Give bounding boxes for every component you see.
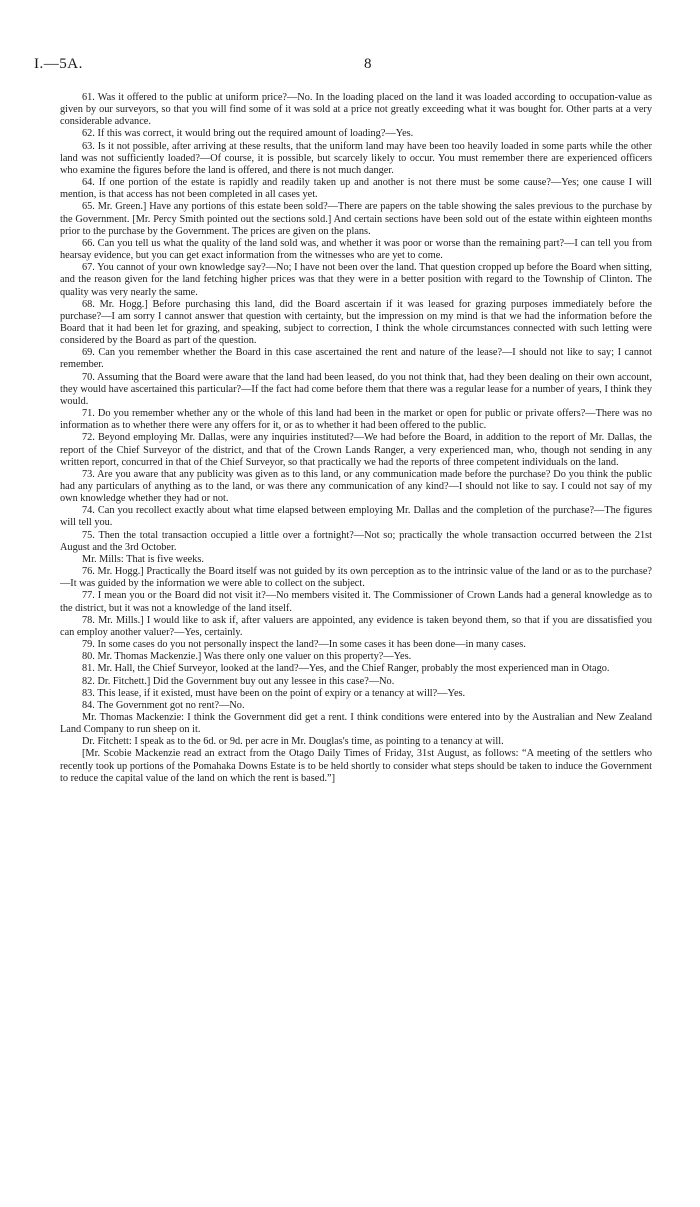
paragraph-84: 84. The Government got no rent?—No.: [82, 699, 245, 711]
remark-mr-thomas-mackenzie: Mr. Thomas Mackenzie: I think the Government did get a rent. I think conditions were entered into by the Australian and New Zealand Land Company to run sheep on it.: [60, 711, 652, 736]
paragraph-82: 82. Dr. Fitchett.] Did the Government buy out any lessee in this case?—No.: [82, 675, 395, 687]
paragraph-83: 83. This lease, if it existed, must have been on the point of expiry or a tenancy at will?—Yes.: [82, 687, 466, 699]
paragraph-73: 73. Are you aware that any publicity was given as to this land, or any communication made before the purchase? Do you think the public had any particulars of anything as to the land, or was there any communication of any kind?—I should not like to say. I could not say of my own knowledge whether they had or not.: [60, 468, 652, 505]
paragraph-68: 68. Mr. Hogg.] Before purchasing this land, did the Board ascertain if it was leased for grazing purposes immediately before the purchase?—I am sorry I cannot answer that question with certainty, but the impression on my mind is that we had the information before the Board that it had been let for grazing, and speaking, subject to correction, I think the whole circumstances connected with such letting were considered by the Board as part of the question.: [60, 298, 652, 347]
paragraph-80: 80. Mr. Thomas Mackenzie.] Was there only one valuer on this property?—Yes.: [82, 651, 412, 663]
paragraph-65: 65. Mr. Green.] Have any portions of this estate been sold?—There are papers on the table showing the sales previous to the purchase by the Government. [Mr. Percy Smith pointed out the sections sold.] And certain sections have been sold out of the estate within eighteen months prior to the purchase by the Government. The prices are given on the plans.: [60, 201, 652, 237]
page-header: [24, 56, 676, 80]
evidence-body: [60, 92, 652, 785]
page-number: 8: [364, 56, 372, 72]
paragraph-69: 69. Can you remember whether the Board in this case ascertained the rent and nature of the lease?—I should not like to say; I cannot remember.: [60, 347, 652, 371]
paragraph-79: 79. In some cases do you not personally inspect the land?—In some cases it has been done—in many cases.: [82, 639, 526, 651]
paragraph-70: 70. Assuming that the Board were aware that the land had been leased, do you not think that, had they been dealing on their own account, they would have ascertained this particular?—If the fact had come before them that there was a regular lease for a number of years, I think they would.: [60, 371, 652, 407]
paragraph-76: 76. Mr. Hogg.] Practically the Board itself was not guided by its own perception as to the intrinsic value of the land or as to the purchase?—It was guided by the information we were able to collect on the subject.: [60, 566, 652, 590]
remark-mr-mills: Mr. Mills: That is five weeks.: [82, 553, 204, 565]
paragraph-74: 74. Can you recollect exactly about what time elapsed between employing Mr. Dallas and the completion of the purchase?—The figures will tell you.: [60, 505, 652, 529]
paragraph-71: 71. Do you remember whether any or the whole of this land had been in the market or open for public or private offers?—There was no information as to whether there were any offers for it, or as to whether it had been offered to the public.: [60, 408, 652, 432]
paper-code: I.—5A.: [34, 56, 83, 72]
paragraph-63: 63. Is it not possible, after arriving at these results, that the uniform land may have been too heavily loaded in some parts while the other land was not sufficiently loaded?—Of course, it is possible, but scarcely likely to occur. You must remember there are experienced officers who examine the figures before the land is offered, and there is not much danger.: [60, 140, 652, 176]
paragraph-77: 77. I mean you or the Board did not visit it?—No members visited it. The Commissioner of Crown Lands had a general knowledge as to the district, but it was not a knowledge of the land itself.: [60, 590, 652, 614]
paragraph-67: 67. You cannot of your own knowledge say?—No; I have not been over the land. That question cropped up before the Board when sitting, and the reason given for the land fetching higher prices was that they were in a better position with regard to the Township of Clinton. The quality was very nearly the same.: [60, 262, 652, 298]
paragraph-72: 72. Beyond employing Mr. Dallas, were any inquiries instituted?—We had before the Board, in addition to the report of Mr. Dallas, the report of the Chief Surveyor of the district, and that of the Crown Lands Ranger, a very experienced man, who, though not sending in any written report, concurred in that of the Chief Surveyor, so that practically we had the reports of three competent individuals on the land.: [60, 432, 652, 468]
paragraph-75: 75. Then the total transaction occupied a little over a fortnight?—Not so; practically the whole transaction occurred between the 21st August and the 3rd October.: [60, 529, 652, 553]
extract-otago-daily-times: [Mr. Scobie Mackenzie read an extract from the Otago Daily Times of Friday, 31st August, as follows: “A meeting of the settlers who recently took up portions of the Pomahaka Downs Estate is to be held shortly to consider what steps should be taken to induce the Government to reduce the capital value of the land on which the rent is based.”]: [60, 748, 652, 784]
paragraph-61: 61. Was it offered to the public at uniform price?—No. In the loading placed on the land it was loaded according to occupation-value as given by our surveyors, so that you will find some of it was sold at a price not greatly exceeding what it was bought for. Other parts at a very considerable advance.: [60, 92, 652, 128]
paragraph-66: 66. Can you tell us what the quality of the land sold was, and whether it was poor or worse than the remaining part?—I can tell you from hearsay evidence, but you can get exact information from the witnesses who are yet to come.: [60, 237, 652, 262]
paragraph-78: 78. Mr. Mills.] I would like to ask if, after valuers are appointed, any evidence is taken beyond them, so that if you are dissatisfied you can employ another valuer?—Yes, certainly.: [60, 614, 652, 638]
paragraph-81: 81. Mr. Hall, the Chief Surveyor, looked at the land?—Yes, and the Chief Ranger, probably the most experienced man in Otago.: [82, 663, 610, 675]
paragraph-64: 64. If one portion of the estate is rapidly and readily taken up and another is not there must be some cause?—Yes; one cause I will mention, is that access has not been completed in all cases yet.: [60, 177, 652, 201]
paragraph-62: 62. If this was correct, it would bring out the required amount of loading?—Yes.: [82, 128, 414, 140]
remark-dr-fitchett: Dr. Fitchett: I speak as to the 6d. or 9d. per acre in Mr. Douglas's time, as pointing to a tenancy at will.: [82, 736, 504, 748]
